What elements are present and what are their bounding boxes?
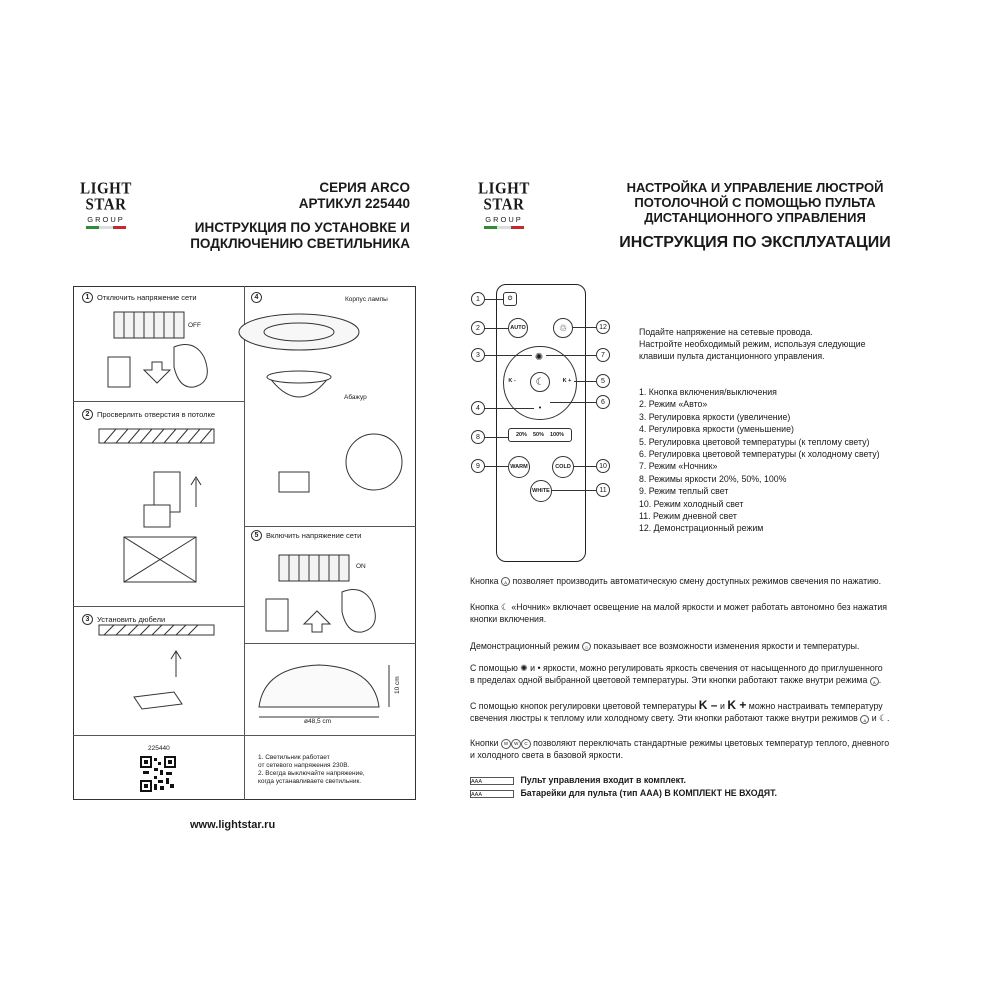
- feature-12: 12. Демонстрационный режим: [639, 523, 764, 534]
- para-battery-2: [470, 787, 970, 799]
- k-minus-inline: K –: [698, 698, 718, 712]
- article-number: 225440: [148, 745, 170, 752]
- note-1b: от сетевого напряжения 230В.: [258, 762, 350, 769]
- intro-line-2: Настройте необходимый режим, используя следующие: [639, 339, 866, 349]
- callout-4: 4: [471, 401, 485, 415]
- p4-d: в пределах одной выбранной цветовой температуры. Эти кнопки работают также внутри режима: [470, 675, 868, 686]
- brightness-down-inline-icon: •: [537, 663, 541, 673]
- cold-pill-icon: C: [521, 739, 530, 749]
- shade-label: Абажур: [344, 394, 367, 401]
- control-title-3: ДИСТАНЦИОННОГО УПРАВЛЕНИЯ: [644, 210, 866, 225]
- feature-7: 7. Режим «Ночник»: [639, 461, 718, 472]
- para-temperature: С помощью кнопок регулировки цветовой температуры K – и K + можно настраивать температуру свечения люстры к теплому или холодному свету. Эти кнопки работают также внутри режимов A и ☾.: [470, 698, 890, 724]
- flag-stripe: [86, 226, 126, 229]
- article-title: АРТИКУЛ 225440: [298, 196, 410, 211]
- height-label: 10 cm: [394, 676, 401, 694]
- white-button: WHITE: [530, 480, 552, 502]
- cold-button: COLD: [552, 456, 574, 478]
- p4-a: С помощью: [470, 663, 518, 673]
- control-title-1: НАСТРОЙКА И УПРАВЛЕНИЕ ЛЮСТРОЙ: [626, 180, 884, 195]
- p5-a: С помощью кнопок регулировки цветовой температуры: [470, 701, 697, 711]
- brightness-down-icon: •: [535, 403, 545, 413]
- right-header: [580, 180, 930, 252]
- feature-10: 10. Режим холодный свет: [639, 498, 744, 509]
- feature-4: 4. Регулировка яркости (уменьшение): [639, 424, 794, 435]
- p5-d: свечения люстры к теплому или холодному свету. Эти кнопки работают также внутри режимов: [470, 713, 858, 724]
- preset-100: 100%: [549, 432, 565, 438]
- leader-8: [484, 437, 508, 438]
- diameter-label: ø48,5 cm: [304, 718, 332, 725]
- auto-button: AUTO: [508, 318, 528, 338]
- callout-9: 9: [471, 459, 485, 473]
- intro-line-3: клавиши пульта дистанционного управления.: [639, 351, 825, 361]
- leader-4: [484, 408, 534, 409]
- logo-line2-r: STAR: [483, 195, 525, 215]
- callout-12: 12: [596, 320, 610, 334]
- preset-20: 20%: [515, 432, 527, 438]
- step-5-num: 5: [251, 530, 262, 541]
- para-brightness: С помощью ✺ и • яркости, можно регулировать яркость свечения от насыщенного до приглушенного в пределах одной выбранной цветовой температуры. Эти кнопки работают также внутри режима A .: [470, 663, 883, 686]
- callout-5: 5: [596, 374, 610, 388]
- callout-1: 1: [471, 292, 485, 306]
- k-minus-label: K -: [505, 376, 519, 386]
- feature-6: 6. Регулировка цветовой температуры (к холодному свету): [639, 449, 880, 460]
- operation-title: ИНСТРУКЦИЯ ПО ЭКСПЛУАТАЦИИ: [619, 234, 891, 251]
- battery-icon-2: [470, 790, 514, 798]
- leader-6: [550, 402, 596, 403]
- logo-line2: STAR: [85, 195, 127, 215]
- feature-3: 3. Регулировка яркости (увеличение): [639, 411, 791, 422]
- b2: Батарейки для пульта (тип ААА) В КОМПЛЕКТ НЕ ВХОДЯТ.: [520, 788, 777, 798]
- note-2b: когда устанавливаете светильник.: [258, 778, 362, 785]
- auto-icon-2: A: [870, 677, 879, 686]
- logo-line3: GROUP: [87, 215, 125, 224]
- demo-icon: ♲: [582, 642, 591, 651]
- intro-text: [639, 326, 866, 362]
- feature-2: 2. Режим «Авто»: [639, 399, 708, 410]
- intro-line-1: Подайте напряжение на сетевые провода.: [639, 327, 813, 337]
- battery-icon-1: [470, 777, 514, 785]
- callout-8: 8: [471, 430, 485, 444]
- feature-8: 8. Режимы яркости 20%, 50%, 100%: [639, 473, 787, 484]
- step-4-num: 4: [251, 292, 262, 303]
- left-header: [150, 180, 410, 252]
- note-1: 1. Светильник работает: [258, 754, 330, 761]
- off-label: OFF: [188, 322, 201, 329]
- leader-11: [552, 490, 596, 491]
- leader-10: [574, 466, 596, 467]
- logo-line3-r: GROUP: [485, 215, 523, 224]
- demo-button: ♲: [553, 318, 573, 338]
- series-title: СЕРИЯ ARCO: [319, 180, 410, 195]
- p2-c: кнопки включения.: [470, 614, 547, 625]
- brightness-up-icon: ✺: [532, 350, 546, 364]
- step-2-label: Просверлить отверстия в потолке: [97, 410, 216, 419]
- step-3-label: Установить дюбели: [97, 615, 166, 624]
- para-demo: [470, 640, 970, 652]
- p5-c: можно настраивать температуру: [748, 701, 883, 711]
- leader-1: [484, 299, 503, 300]
- leader-12: [573, 327, 596, 328]
- feature-11: 11. Режим дневной свет: [639, 511, 737, 522]
- logo-line1: LIGHT: [80, 179, 132, 199]
- night-icon: ☾: [501, 602, 509, 612]
- control-title-2: ПОТОЛОЧНОЙ С ПОМОЩЬЮ ПУЛЬТА: [634, 195, 876, 210]
- p5-e: и: [871, 713, 877, 724]
- battery-label-2: AAA: [471, 791, 483, 798]
- p5-b: и: [719, 701, 725, 711]
- p3-b: показывает все возможности изменения яркости и температуры.: [593, 641, 860, 651]
- install-title-2: ПОДКЛЮЧЕНИЮ СВЕТИЛЬНИКА: [190, 236, 410, 251]
- auto-icon-3: A: [860, 715, 869, 724]
- step-5-label: Включить напряжение сети: [266, 531, 362, 540]
- k-plus-inline: K +: [727, 698, 747, 712]
- para-auto: [470, 575, 970, 587]
- callout-3: 3: [471, 348, 485, 362]
- feature-5: 5. Регулировка цветовой температуры (к теплому свету): [639, 436, 870, 447]
- leader-9: [484, 466, 508, 467]
- step-1-label: Отключить напряжение сети: [97, 293, 197, 302]
- note-2: 2. Всегда выключайте напряжение,: [258, 770, 365, 777]
- p6-c: и холодного света в базовой яркости.: [470, 750, 624, 761]
- leader-3: [484, 355, 532, 356]
- para-presets: [470, 737, 970, 762]
- install-title-1: ИНСТРУКЦИЯ ПО УСТАНОВКЕ И: [194, 220, 410, 235]
- brightness-presets: [508, 428, 572, 442]
- p1-a: Кнопка: [470, 576, 499, 586]
- warm-pill-icon: W: [501, 739, 511, 749]
- logo-line1-r: LIGHT: [478, 179, 530, 199]
- b1: Пульт управления входит в комплект.: [520, 775, 686, 785]
- step-1-num: 1: [82, 292, 93, 303]
- para-night: [470, 601, 970, 626]
- p2-b: «Ночник» включает освещение на малой яркости и может работать автономно без нажатия: [511, 602, 888, 612]
- night-mode-icon: ☾: [530, 372, 550, 392]
- preset-50: 50%: [532, 432, 544, 438]
- brightness-up-inline-icon: ✺: [520, 663, 528, 673]
- p4-c: яркости, можно регулировать яркость свечения от насыщенного до приглушенного: [543, 663, 883, 673]
- p4-b: и: [530, 663, 536, 673]
- feature-list: [639, 386, 880, 535]
- callout-7: 7: [596, 348, 610, 362]
- lamp-body-label: Корпус лампы: [345, 296, 388, 303]
- leader-7: [546, 355, 596, 356]
- callout-6: 6: [596, 395, 610, 409]
- night-icon-2: ☾: [879, 713, 888, 724]
- para-battery-1: [470, 774, 970, 786]
- brand-logo-left: [77, 181, 135, 247]
- callout-11: 11: [596, 483, 610, 497]
- p6-b: позволяют переключать стандартные режимы цветовых температур теплого, дневного: [533, 738, 890, 748]
- p2-a: Кнопка: [470, 602, 499, 612]
- battery-label-1: AAA: [471, 778, 483, 785]
- feature-1: 1. Кнопка включения/выключения: [639, 387, 777, 397]
- p1-b: позволяет производить автоматическую смену доступных режимов свечения по нажатию.: [512, 576, 882, 586]
- p3-a: Демонстрационный режим: [470, 641, 580, 651]
- warm-button: WARM: [508, 456, 530, 478]
- step-3-num: 3: [82, 614, 93, 625]
- brand-logo-right: [475, 181, 533, 247]
- feature-9: 9. Режим теплый свет: [639, 486, 729, 497]
- white-pill-icon: W: [511, 739, 521, 749]
- qr-code: [140, 756, 176, 792]
- callout-10: 10: [596, 459, 610, 473]
- leader-2: [484, 328, 508, 329]
- on-label: ON: [356, 563, 366, 570]
- p6-a: Кнопки: [470, 738, 499, 748]
- website-link[interactable]: www.lightstar.ru: [190, 819, 276, 831]
- callout-2: 2: [471, 321, 485, 335]
- install-illustrations: [74, 287, 416, 799]
- power-button: ⏻: [503, 292, 517, 306]
- flag-stripe-r: [484, 226, 524, 229]
- notes: [258, 754, 365, 786]
- auto-icon: A: [501, 577, 510, 586]
- step-2-num: 2: [82, 409, 93, 420]
- k-plus-label: K +: [560, 376, 574, 386]
- leader-5: [574, 381, 596, 382]
